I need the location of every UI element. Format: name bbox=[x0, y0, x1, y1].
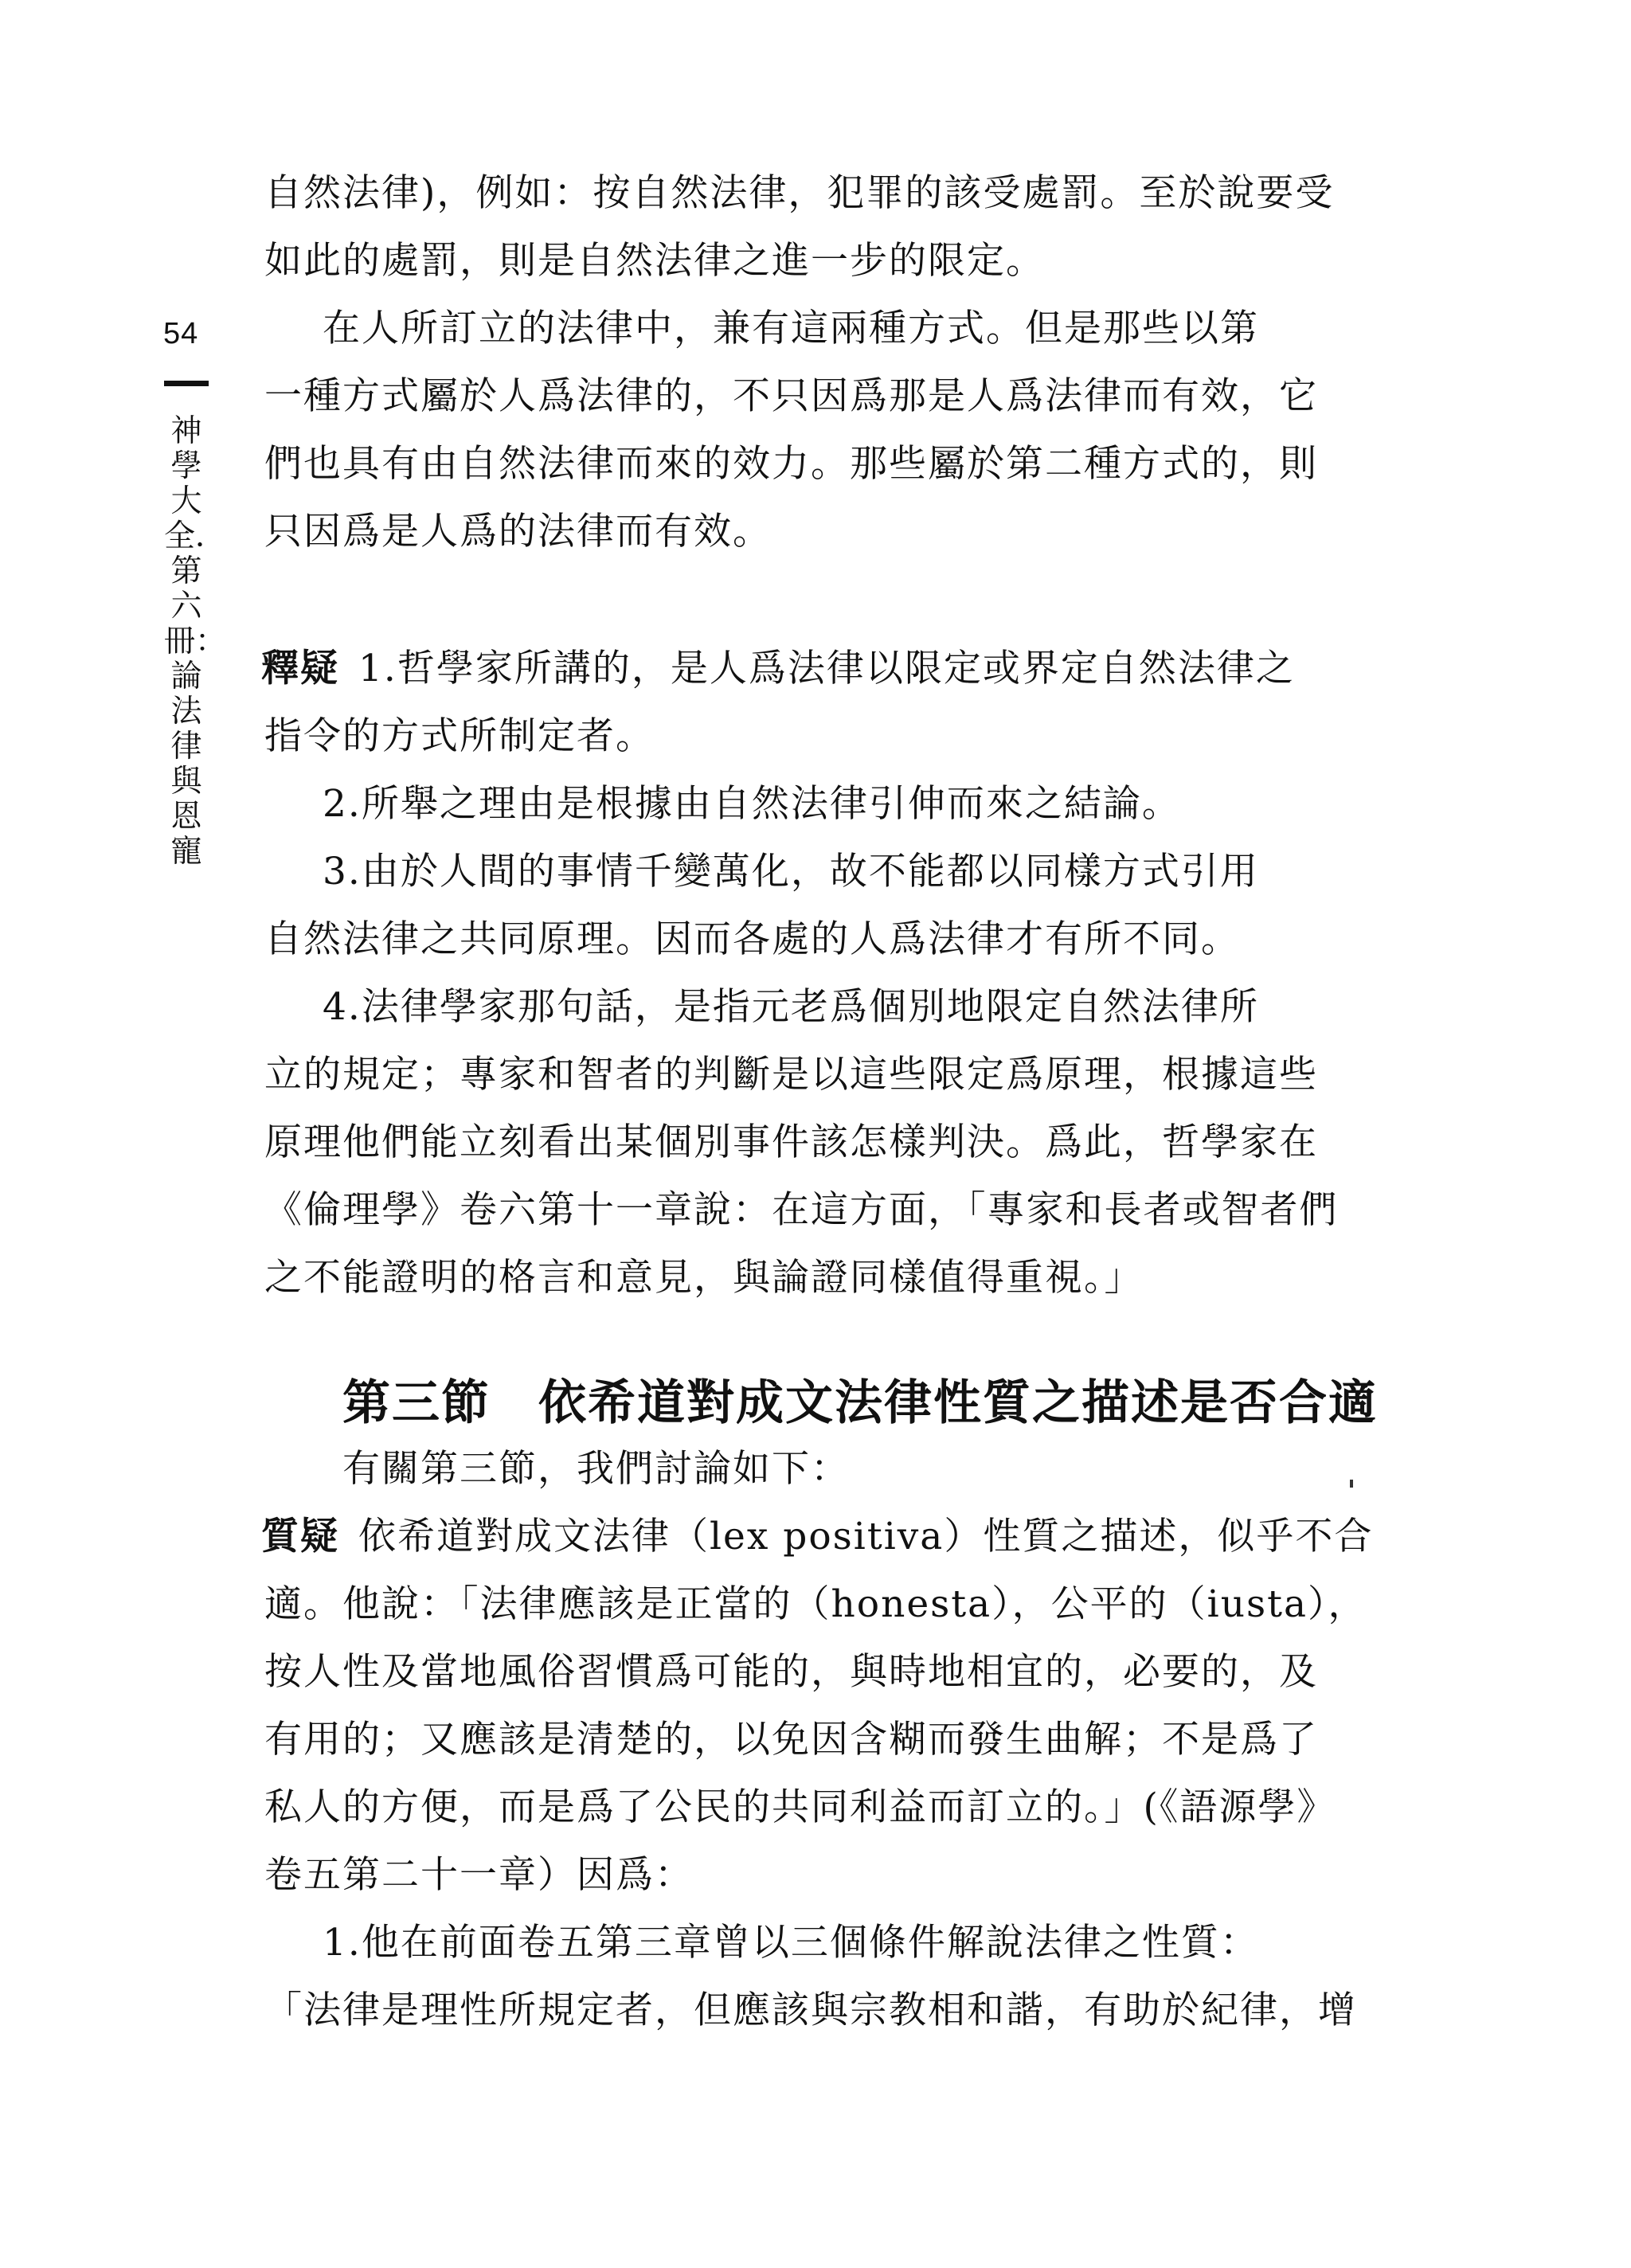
body-line: 卷五第二十一章）因爲： bbox=[264, 1853, 694, 1897]
body-line: 自然法律)，例如：按自然法律，犯罪的該受處罰。至於說要受 bbox=[264, 171, 1335, 215]
body-line: 立的規定；專家和智者的判斷是以這些限定爲原理，根據這些 bbox=[264, 1053, 1318, 1097]
body-line: 原理他們能立刻看出某個別事件該怎樣判決。爲此，哲學家在 bbox=[264, 1120, 1318, 1164]
section-heading bbox=[342, 1375, 1378, 1431]
objection-line bbox=[261, 1513, 1373, 1561]
print-speck bbox=[1350, 1480, 1353, 1488]
body-line: 適。他說：「法律應該是正當的（honesta），公平的（iusta）， bbox=[264, 1582, 1367, 1626]
body-line: 按人性及當地風俗習慣爲可能的，與時地相宜的，必要的，及 bbox=[264, 1650, 1318, 1694]
section-number: 第三節 bbox=[342, 1375, 491, 1431]
page-number: 54 bbox=[163, 317, 199, 350]
body-line: 「法律是理性所規定者，但應該與宗教相和諧，有助於紀律，增 bbox=[264, 1988, 1357, 2032]
section-intro: 有關第三節，我們討論如下： bbox=[342, 1447, 850, 1491]
body-line: 3.由於人間的事情千變萬化，故不能都以同樣方式引用 bbox=[323, 850, 1259, 894]
body-line: 1.他在前面卷五第三章曾以三個條件解說法律之性質： bbox=[323, 1921, 1259, 1965]
margin-rule bbox=[164, 381, 209, 386]
objection-text: 依希道對成文法律（lex positiva）性質之描述，似乎不合 bbox=[358, 1515, 1374, 1558]
body-line: 如此的處罰，則是自然法律之進一步的限定。 bbox=[264, 239, 1045, 283]
body-line: 在人所訂立的法律中，兼有這兩種方式。但是那些以第 bbox=[323, 307, 1259, 350]
body-line: 只因爲是人爲的法律而有效。 bbox=[264, 510, 772, 553]
section-title: 依希道對成文法律性質之描述是否合適 bbox=[538, 1375, 1378, 1431]
body-line: 之不能證明的格言和意見，與論證同樣值得重視。」 bbox=[264, 1256, 1144, 1300]
body-line: 指令的方式所制定者。 bbox=[264, 714, 655, 758]
reply-label: 釋疑 bbox=[261, 647, 339, 690]
body-line: 有用的；又應該是清楚的，以免因含糊而發生曲解；不是爲了 bbox=[264, 1718, 1318, 1762]
body-line: 4.法律學家那句話，是指元老爲個別地限定自然法律所 bbox=[323, 985, 1259, 1029]
reply-line bbox=[261, 645, 1295, 693]
body-line: 自然法律之共同原理。因而各處的人爲法律才有所不同。 bbox=[264, 917, 1240, 961]
body-line: 2.所舉之理由是根據由自然法律引伸而來之結論。 bbox=[323, 782, 1181, 826]
body-line: 們也具有由自然法律而來的效力。那些屬於第二種方式的，則 bbox=[264, 442, 1318, 486]
body-line: 私人的方便，而是爲了公民的共同利益而訂立的。」(《語源學》 bbox=[264, 1785, 1336, 1829]
objection-label: 質疑 bbox=[261, 1515, 339, 1558]
body-line: 《倫理學》卷六第十一章說：在這方面，「專家和長者或智者們 bbox=[264, 1188, 1339, 1232]
reply-text: 1.哲學家所講的，是人爲法律以限定或界定自然法律之 bbox=[358, 647, 1295, 690]
body-line: 一種方式屬於人爲法律的，不只因爲那是人爲法律而有效，它 bbox=[264, 374, 1318, 418]
running-head: 神學大全．第六冊：論法律與恩寵 bbox=[164, 413, 227, 870]
